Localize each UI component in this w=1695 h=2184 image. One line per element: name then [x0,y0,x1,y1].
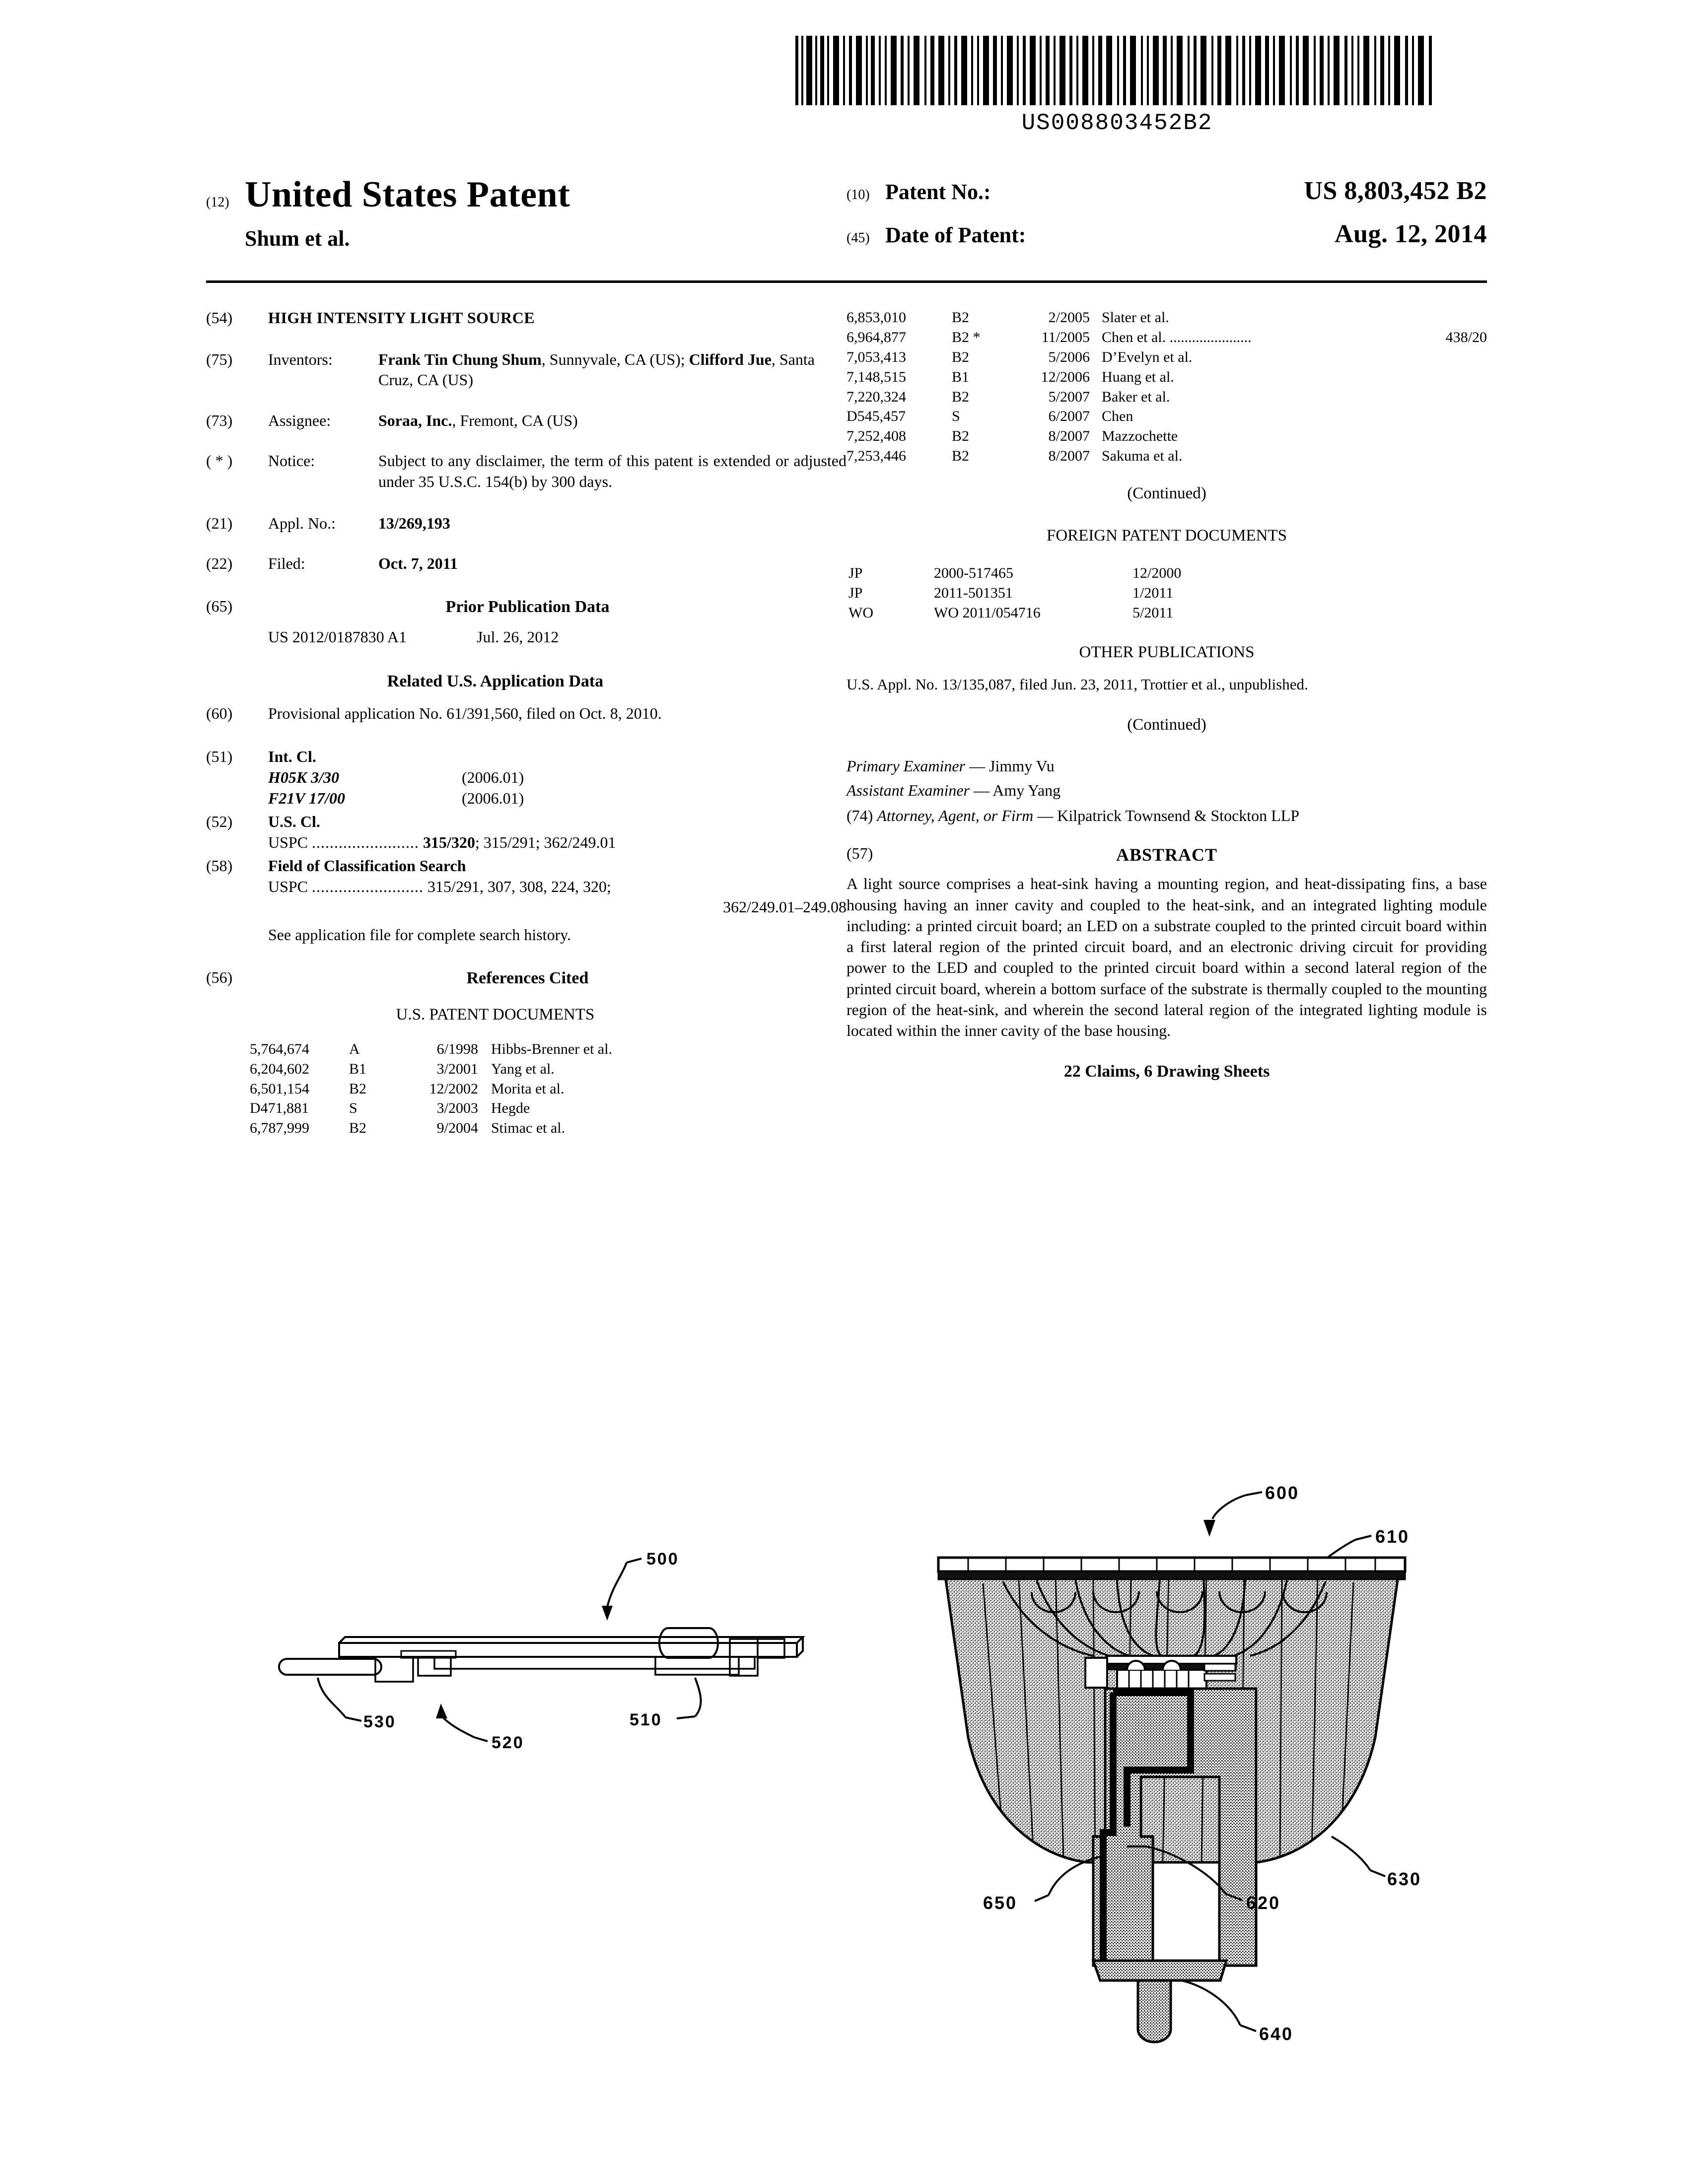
int-cl-entry [268,788,847,809]
focs-value-line1: 315/291, 307, 308, 224, 320; [427,877,611,895]
foreign-number: WO 2011/054716 [934,604,1041,621]
cite-kind: S [952,408,960,425]
prior-publication-number: US 2012/0187830 A1 [268,627,407,646]
barcode-image [794,36,1435,105]
applicant-name: Shum et al. [245,226,350,251]
callout-500: 500 [646,1550,679,1569]
patent-no-code: (10) [847,187,870,203]
us-cl-prefix: USPC [268,833,308,851]
focs-dots: ......................... [312,877,424,895]
field-assignee [206,410,847,431]
continued-marker-2: (Continued) [1127,716,1206,734]
figure-lighting-module [258,1534,854,1757]
cite-number: 7,253,446 [847,448,906,465]
date-of-patent-value: Aug. 12, 2014 [1335,220,1487,248]
callout-600: 600 [1265,1483,1300,1503]
related-application-heading: Related U.S. Application Data [387,672,604,690]
cite-number: 6,964,877 [847,329,906,345]
inventor-2-location: , Santa Cruz, CA (US) [378,350,815,389]
cite-kind: B2 * [952,329,981,345]
us-cl-primary: 315/320 [423,833,475,851]
us-cl-secondary: ; 315/291; 362/249.01 [475,833,616,851]
inventors-code: (75) [206,350,233,368]
assistant-examiner-row [847,780,1487,801]
cite-number: 6,853,010 [847,309,906,326]
figure-600-svg [909,1459,1435,2065]
continued-marker-1: (Continued) [1127,484,1206,503]
assignee-location: , Fremont, CA (US) [452,411,578,429]
table-row [848,563,1487,583]
left-column [206,308,847,1138]
masthead-divider [206,280,1487,283]
callout-510: 510 [630,1710,662,1729]
int-cl-entry [268,767,847,788]
attorney-code: (74) [847,806,873,824]
field-filed [206,553,847,574]
cite-date: 8/2007 [1048,428,1090,445]
callout-640: 640 [1259,2024,1294,2044]
related-app-code: (60) [206,704,233,722]
page-title: United States Patent [245,174,570,215]
assistant-examiner-name: Amy Yang [992,781,1061,799]
abstract-heading: ABSTRACT [1116,844,1218,865]
foreign-number: 2000-517465 [934,564,1013,581]
abstract-code: (57) [847,844,873,862]
table-row [847,367,1487,387]
barcode-number: US008803452B2 [1021,110,1213,136]
table-row [847,387,1487,407]
patent-office-title-row [206,176,847,213]
cite-name: Stimac et al. [491,1120,565,1137]
table-row [847,426,1487,446]
cite-number: 6,204,602 [250,1060,309,1077]
cite-date: 6/2007 [1048,408,1090,425]
callout-530: 530 [363,1712,396,1731]
patent-number-row [847,176,1487,205]
callout-520: 520 [492,1733,524,1752]
notice-label: Notice: [268,452,315,470]
focs-label: Field of Classification Search [268,857,466,875]
us-cl-value-row [268,832,847,853]
related-app-text: Provisional application No. 61/391,560, filed on Oct. 8, 2010. [268,704,662,722]
attorney-row [847,805,1487,826]
inventor-2-name: Clifford Jue [689,350,772,368]
drawing-figures-area [0,1459,1695,2154]
foreign-date: 12/2000 [1132,564,1182,581]
appl-no-label: Appl. No.: [268,514,336,532]
cite-date: 6/1998 [436,1040,478,1057]
foreign-country: JP [848,564,863,581]
cite-kind: B2 [952,428,970,445]
int-cl-code: (51) [206,748,233,766]
field-related-app [206,703,847,724]
cite-date: 5/2007 [1048,388,1090,405]
cite-date: 11/2005 [1041,329,1090,345]
other-publications-entry: U.S. Appl. No. 13/135,087, filed Jun. 23, 2011, Trottier et al., unpublished. [847,676,1308,693]
primary-examiner-name: Jimmy Vu [989,757,1055,775]
us-cl-label: U.S. Cl. [268,813,320,831]
cite-number: 7,148,515 [847,368,906,385]
cite-kind: S [349,1100,357,1117]
cite-name: Hegde [491,1100,530,1117]
figure-lamp-assembly [909,1459,1435,2065]
table-row [847,328,1487,347]
inventor-1-name: Frank Tin Chung Shum [378,350,542,368]
appl-no-value: 13/269,193 [378,514,450,532]
field-int-cl [206,747,847,809]
focs-code: (58) [206,857,233,875]
cite-date: 5/2006 [1048,348,1090,365]
foreign-number: 2011-501351 [934,584,1013,601]
date-of-patent-label: Date of Patent: [885,223,1026,247]
cite-name: Chen et al. ...................... [1102,329,1252,345]
cite-name: Chen [1102,408,1133,425]
table-row [847,308,1487,328]
us-patent-documents-continued-table [847,308,1487,466]
table-row [847,446,1487,466]
inventors-label: Inventors: [268,350,333,368]
notice-text: Subject to any disclaimer, the term of this patent is extended or adjusted under 35 U.S.C. 154(b) by 300 days. [378,452,847,490]
callout-610: 610 [1375,1526,1410,1547]
foreign-date: 1/2011 [1132,584,1174,601]
cite-kind: B1 [349,1060,367,1077]
cite-number: 6,787,999 [250,1120,309,1137]
callout-650: 650 [983,1893,1018,1913]
cite-kind: B2 [349,1120,367,1137]
cite-name: Mazzochette [1102,428,1178,445]
attorney-firm-name: Kilpatrick Townsend & Stockton LLP [1057,806,1300,824]
invention-title: HIGH INTENSITY LIGHT SOURCE [268,309,535,327]
prior-publication-row [268,627,847,648]
cite-name: D’Evelyn et al. [1102,348,1193,365]
us-cl-dots: ........................ [312,833,420,851]
primary-examiner-row [847,755,1487,777]
cite-number: 7,220,324 [847,388,906,405]
references-cited-heading: References Cited [466,968,589,987]
us-cl-code: (52) [206,813,233,831]
title-code: (54) [206,309,233,327]
cite-date: 2/2005 [1048,309,1090,326]
cite-name: Yang et al. [491,1060,555,1077]
foreign-country: JP [848,584,863,601]
int-cl-version-2: (2006.01) [462,789,524,807]
inventors-value [378,349,847,391]
field-inventors [206,349,847,391]
cite-name: Hibbs-Brenner et al. [491,1040,613,1057]
us-cl-block [268,812,847,853]
table-row [848,583,1487,603]
abstract-head-row [847,843,1487,867]
assignee-company: Soraa, Inc. [378,411,452,429]
cite-date: 8/2007 [1048,448,1090,465]
cite-date: 3/2003 [436,1100,478,1117]
assignee-code: (73) [206,411,233,429]
references-cited-code: (56) [206,968,233,986]
right-column [847,308,1487,1083]
attorney-dash: — [1033,806,1058,824]
filed-label: Filed: [268,554,305,573]
other-publications-heading: OTHER PUBLICATIONS [1079,643,1255,661]
attorney-label: Attorney, Agent, or Firm [877,806,1034,824]
date-code: (45) [847,230,870,246]
masthead [206,176,1487,251]
cite-number: 5,764,674 [250,1040,309,1057]
notice-code: ( * ) [206,452,233,470]
patent-date-row [847,219,1487,249]
focs-note: See application file for complete search history. [268,926,571,944]
cite-date: 12/2002 [429,1080,478,1097]
field-appl-no [206,513,847,534]
cite-kind: B1 [952,368,970,385]
table-row [847,407,1487,426]
field-field-of-search [206,856,847,945]
primary-examiner-label: Primary Examiner [847,757,966,775]
references-cited-head-row [206,967,847,989]
prior-publication-heading: Prior Publication Data [445,597,610,616]
int-cl-label: Int. Cl. [268,748,316,766]
claims-and-sheets-line: 22 Claims, 6 Drawing Sheets [1063,1062,1270,1081]
cite-date: 12/2006 [1041,368,1090,385]
prior-publication-head-row [206,596,847,618]
cite-number: 7,053,413 [847,348,906,365]
cite-date: 3/2001 [436,1060,478,1077]
int-cl-code-2: F21V 17/00 [268,789,345,807]
cite-name: Baker et al. [1102,388,1170,405]
filed-code: (22) [206,554,233,573]
cite-kind: B2 [349,1080,367,1097]
table-row [250,1059,847,1079]
table-row [250,1098,847,1118]
inventor-1-location: , Sunnyvale, CA (US); [541,350,689,368]
foreign-date: 5/2011 [1132,604,1174,621]
table-row [250,1039,847,1059]
prior-pub-code: (65) [206,597,233,615]
examiner-dash: — [965,757,989,775]
callout-620: 620 [1246,1893,1281,1913]
us-patent-documents-table [250,1039,847,1138]
cite-kind: B2 [952,348,970,365]
filed-value: Oct. 7, 2011 [378,554,458,573]
cite-kind: B2 [952,448,970,465]
cite-number: 6,501,154 [250,1080,309,1097]
callout-630: 630 [1387,1869,1422,1889]
masthead-right [847,176,1487,251]
cite-name: Huang et al. [1102,368,1174,385]
focs-value-row [268,877,847,897]
barcode-block [794,36,1440,136]
int-cl-code-1: H05K 3/30 [268,768,340,786]
doc-kind-code: (12) [206,195,229,210]
cite-number: D545,457 [847,408,906,425]
field-title [206,308,847,329]
table-row [848,603,1487,623]
cite-name: Sakuma et al. [1102,448,1183,465]
assistant-examiner-label: Assistant Examiner [847,781,970,799]
cite-kind: B2 [952,388,970,405]
table-row [847,347,1487,367]
cite-kind: B2 [952,309,970,326]
appl-no-code: (21) [206,514,233,532]
cite-kind: A [349,1040,360,1057]
field-us-cl [206,812,847,853]
focs-prefix: USPC [268,877,308,895]
focs-value-line2: 362/249.01–249.08 [723,898,847,916]
table-row [250,1118,847,1138]
foreign-country: WO [848,604,873,621]
base-contact [1093,1961,1226,1980]
assignee-label: Assignee: [268,411,331,429]
center-pin [1138,1980,1171,2042]
masthead-left [206,176,847,251]
cite-class: 438/20 [1445,329,1487,345]
figure-500-svg [258,1534,854,1757]
cite-name: Slater et al. [1102,309,1169,326]
prior-publication-date: Jul. 26, 2012 [477,627,559,646]
foreign-patent-documents-heading: FOREIGN PATENT DOCUMENTS [1046,527,1287,545]
table-row [250,1079,847,1099]
int-cl-version-1: (2006.01) [462,768,524,786]
field-notice [206,451,847,492]
assignee-value [378,410,847,431]
patent-no-value: US 8,803,452 B2 [1304,177,1487,205]
focs-block [268,856,847,945]
cite-number: D471,881 [250,1100,309,1117]
cite-date: 9/2004 [436,1120,478,1137]
int-cl-block [268,747,847,809]
cite-name: Morita et al. [491,1080,565,1097]
abstract-text: A light source comprises a heat-sink having a mounting region, and heat-dissipating fins, a base housing having an inner cavity and coupled to the heat-sink, and an integrated lighting module including: a printed circuit board; an LED on a substrate coupled to the printed circuit board within a first lateral region of the printed circuit board, and an electronic driving circuit for providing power to the LED and coupled to the printed circuit board within a second lateral region of the printed circuit board, wherein a bottom surface of the substrate is thermally coupled to the mounting region of the heat-sink, and wherein the second lateral region of the integrated lighting module is located within the inner cavity of the base housing. [847,875,1487,1040]
examiner-dash: — [969,781,993,799]
cite-number: 7,252,408 [847,428,906,445]
patent-no-label: Patent No.: [885,180,991,204]
foreign-patent-documents-table [848,563,1487,623]
us-patent-documents-heading: U.S. PATENT DOCUMENTS [396,1005,595,1024]
